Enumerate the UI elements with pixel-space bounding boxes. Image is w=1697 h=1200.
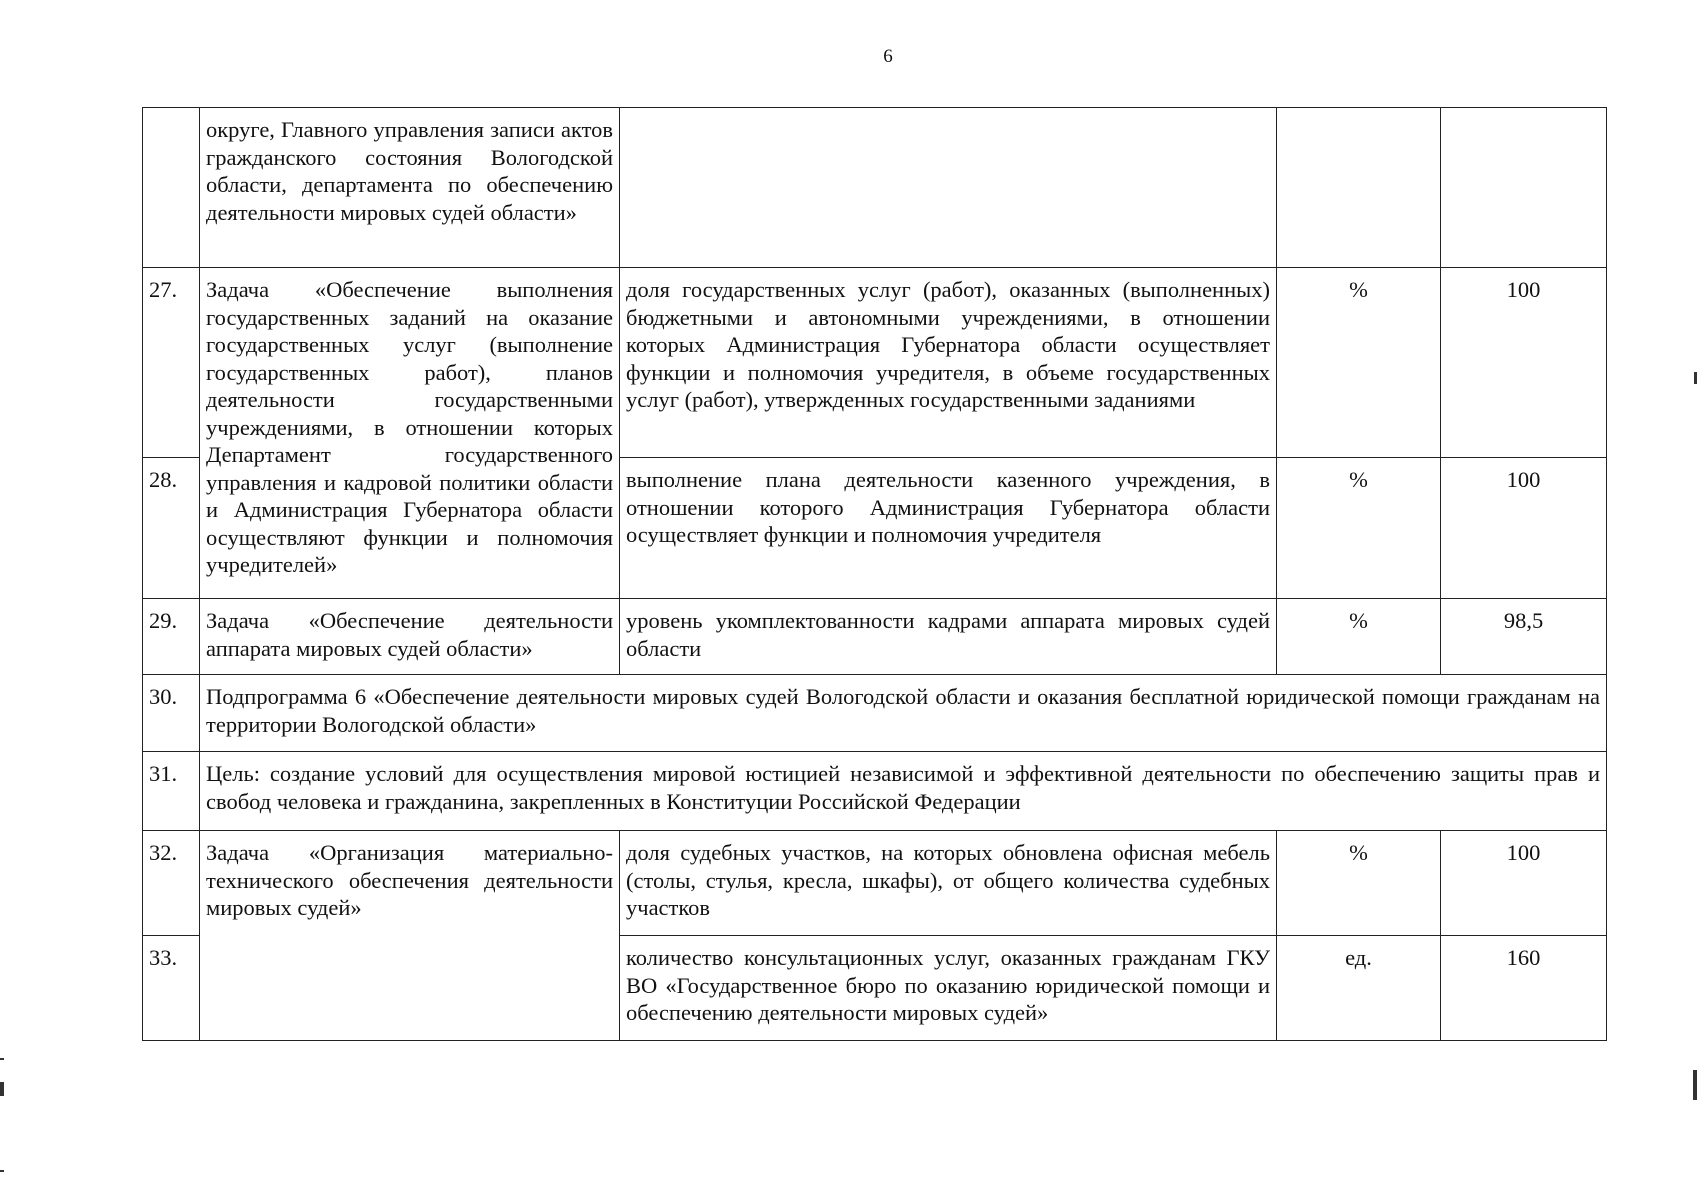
table-row-27 [143,268,1607,458]
value-cell: 100 [1441,831,1607,936]
task-cell: округе, Главного управления записи актов гражданского состояния Вологодской области, департамента по обеспечению деятельности мировых судей области» [200,108,620,268]
value-cell: 100 [1441,268,1607,458]
row-number-cell: 28. [143,458,200,599]
row-number-cell: 32. [143,831,200,936]
indicator-cell: выполнение плана деятельности казенного учреждения, в отношении которого Администрация Губернатора области осуществляет функции и полномочия учредителя [620,458,1277,599]
scan-edge-mark [0,1082,4,1096]
task-cell: Задача «Обеспечение выполнения государственных заданий на оказание государственных услуг (выполнение государственных работ), планов деятельности государственными учреждениями, в отношении которых Департамент государственного управления и кадровой политики области и Администрация Губернатора области осуществляют функции и полномочия учредителей» [200,268,620,599]
page-number: 6 [883,46,893,67]
table-row-30 [143,675,1607,752]
scan-edge-mark [0,1058,4,1060]
table-row-31 [143,752,1607,831]
table-row-32 [143,831,1607,936]
unit-cell: % [1277,458,1441,599]
value-cell: 98,5 [1441,599,1607,675]
value-cell [1441,108,1607,268]
indicator-cell: доля государственных услуг (работ), оказанных (выполненных) бюджетными и автономными учреждениями, в отношении которых Администрация Губернатора области осуществляет функции и полномочия учредителя, в объеме государственных услуг (работ), утвержденных государственными заданиями [620,268,1277,458]
row-number-cell: 31. [143,752,200,831]
unit-cell: % [1277,831,1441,936]
row-number-cell: 27. [143,268,200,458]
unit-cell: ед. [1277,936,1441,1041]
row-number-cell: 29. [143,599,200,675]
unit-cell: % [1277,599,1441,675]
unit-cell: % [1277,268,1441,458]
task-cell: Задача «Организация материально-технического обеспечения деятельности мировых судей» [200,831,620,1041]
value-cell: 160 [1441,936,1607,1041]
indicator-cell: доля судебных участков, на которых обновлена офисная мебель (столы, стулья, кресла, шкафы), от общего количества судебных участков [620,831,1277,936]
indicator-cell [620,108,1277,268]
scan-edge-mark [1693,1070,1697,1100]
goal-cell: Цель: создание условий для осуществления мировой юстицией независимой и эффективной деятельности по обеспечению защиты прав и свобод человека и гражданина, закрепленных в Конституции Российской Федерации [200,752,1607,831]
unit-cell [1277,108,1441,268]
indicator-cell: количество консультационных услуг, оказанных гражданам ГКУ ВО «Государственное бюро по оказанию юридической помощи и обеспечению деятельности мировых судей» [620,936,1277,1041]
row-number-cell: 30. [143,675,200,752]
table-row-29 [143,599,1607,675]
subprogram-cell: Подпрограмма 6 «Обеспечение деятельности мировых судей Вологодской области и оказания бесплатной юридической помощи гражданам на территории Вологодской области» [200,675,1607,752]
value-cell: 100 [1441,458,1607,599]
row-number-cell [143,108,200,268]
row-number-cell: 33. [143,936,200,1041]
task-cell: Задача «Обеспечение деятельности аппарата мировых судей области» [200,599,620,675]
table-row-continuation [143,108,1607,268]
indicators-table [142,107,1607,1041]
indicator-cell: уровень укомплектованности кадрами аппарата мировых судей области [620,599,1277,675]
scan-edge-mark [0,1170,4,1172]
